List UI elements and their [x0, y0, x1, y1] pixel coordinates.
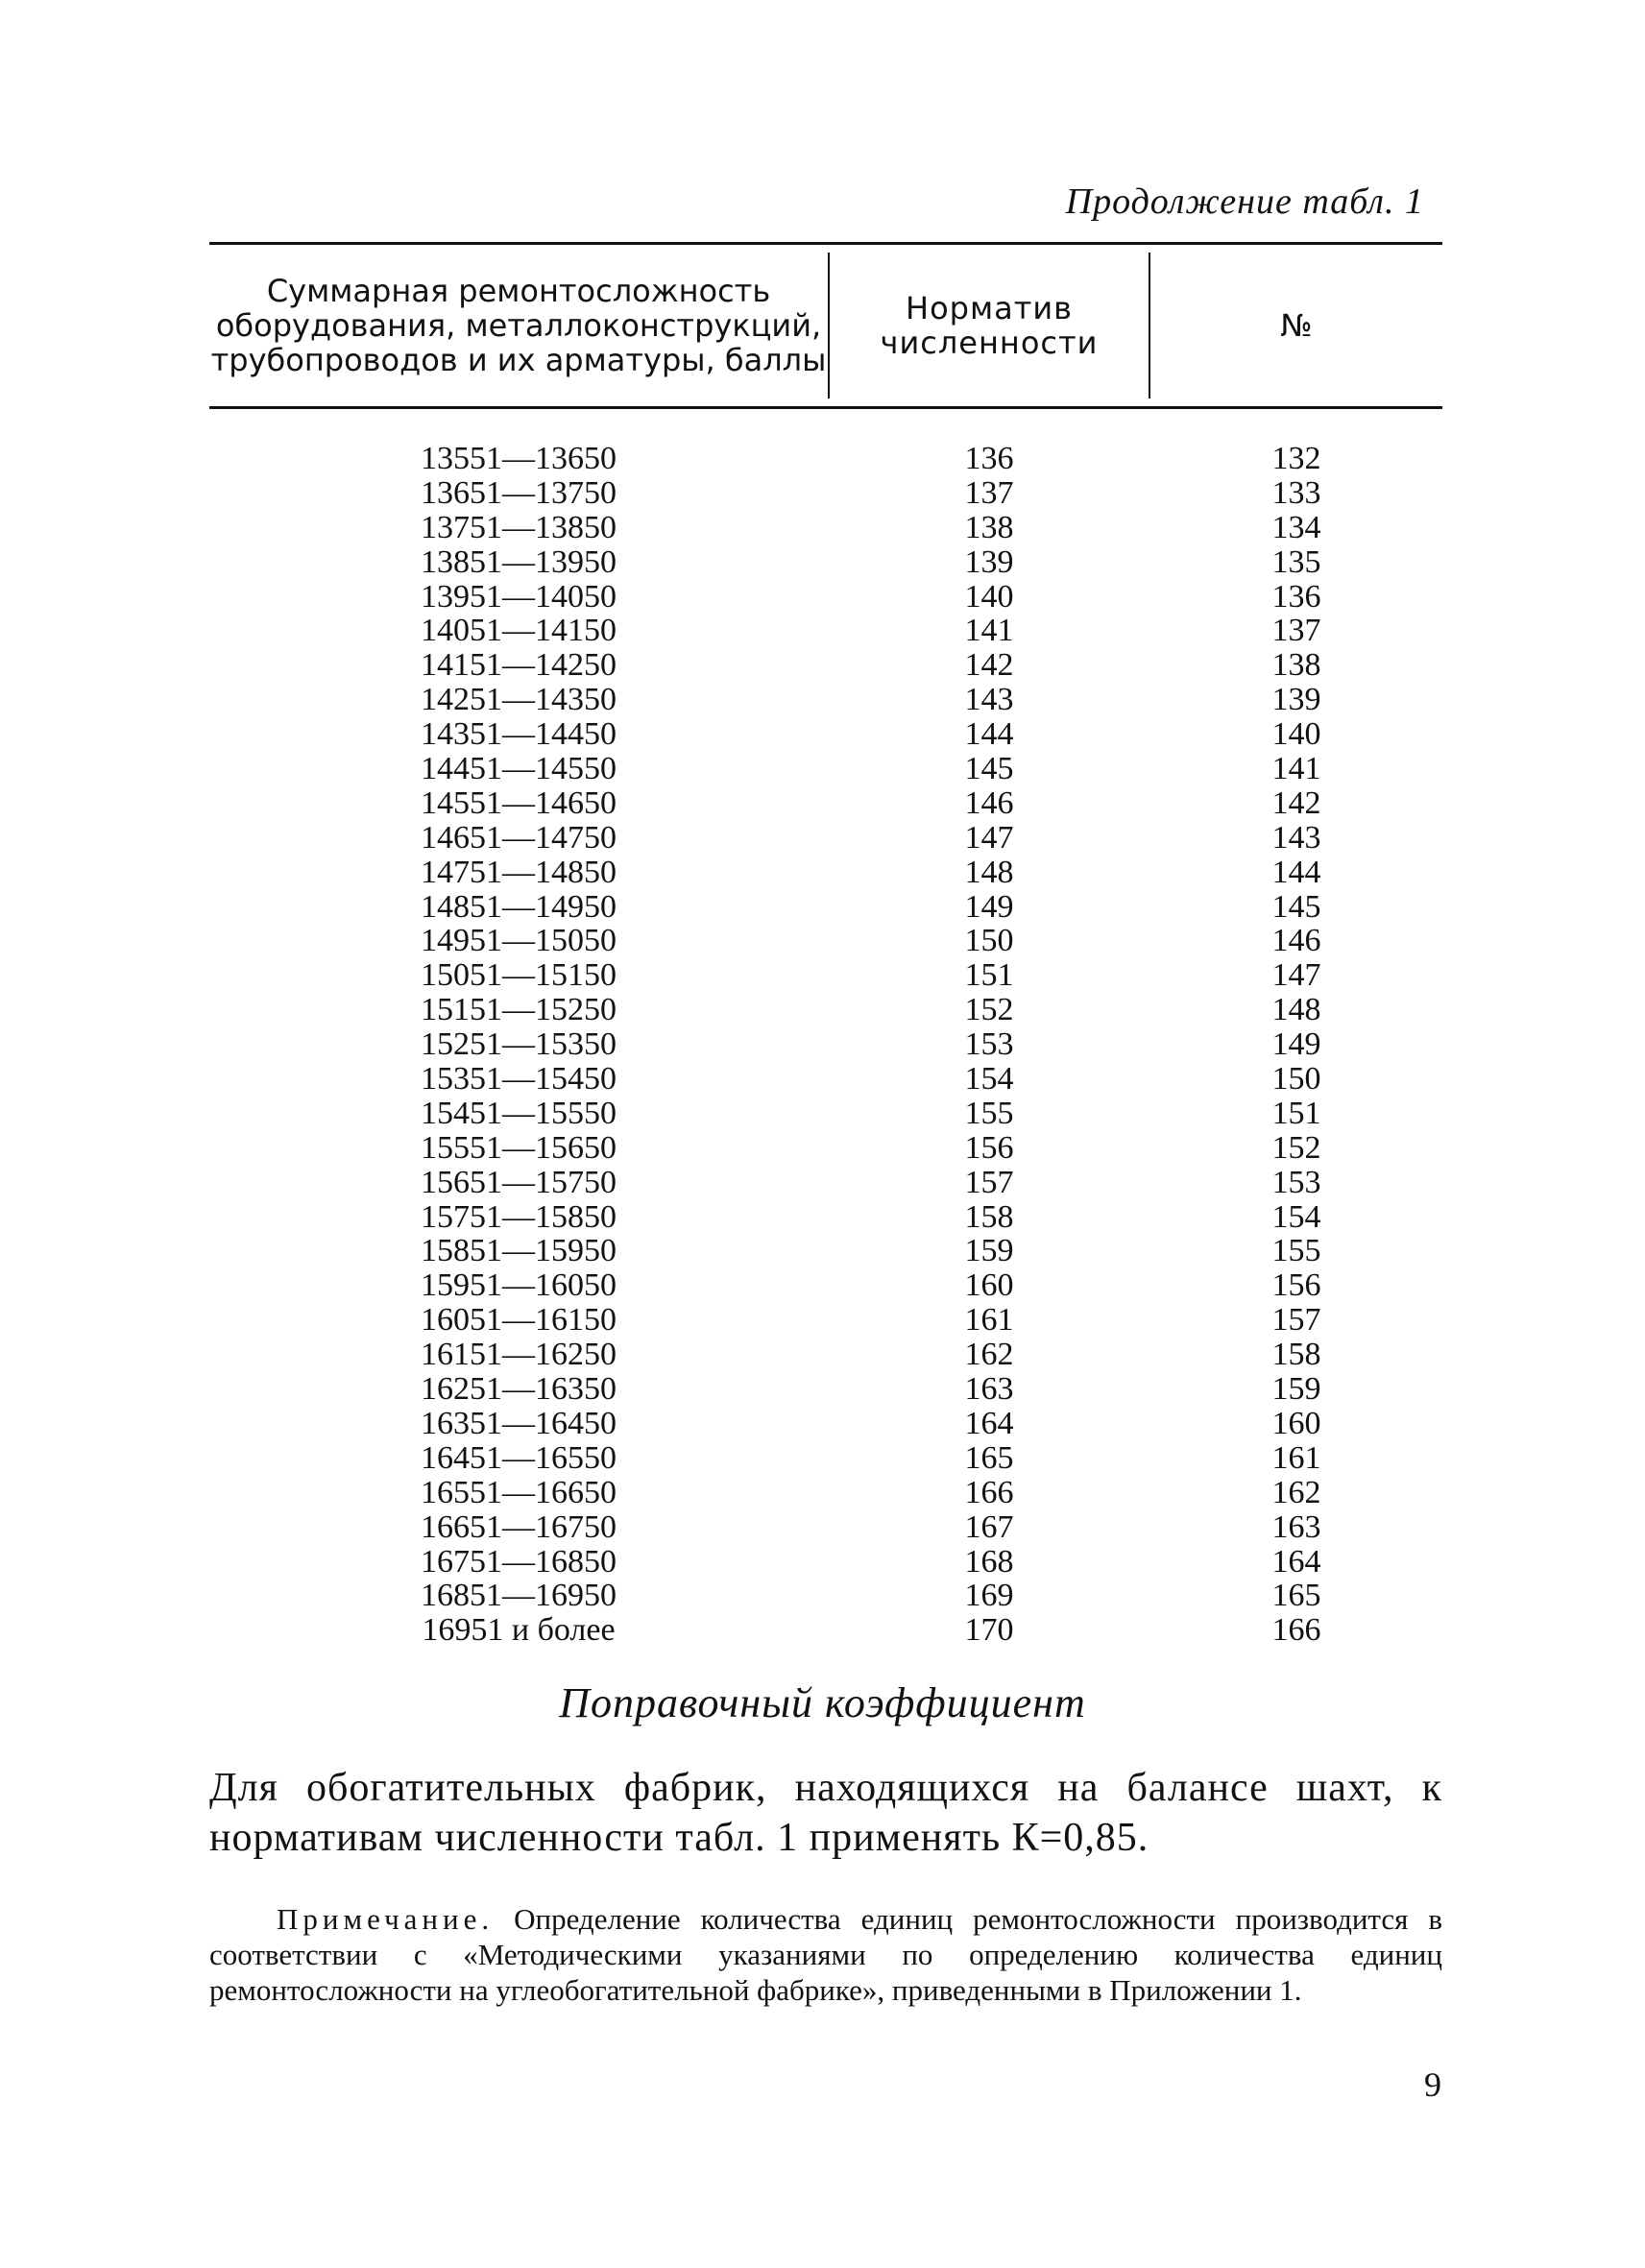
number-cell: 157 — [1271, 1302, 1321, 1339]
number-cell: 142 — [1271, 784, 1321, 821]
number-cell: 163 — [1271, 1508, 1321, 1545]
table-row — [209, 958, 1442, 993]
range-cell: 13951—14050 — [421, 578, 617, 615]
number-cell: 132 — [1271, 441, 1321, 476]
norm-cell: 143 — [964, 682, 1014, 718]
range-cell: 14551—14650 — [421, 784, 617, 821]
range-cell: 15051—15150 — [421, 957, 617, 994]
table-row — [209, 1131, 1442, 1166]
range-cell: 13651—13750 — [421, 474, 617, 511]
table-row — [209, 580, 1442, 615]
norm-cell: 161 — [964, 1302, 1014, 1339]
norm-cell: 150 — [964, 923, 1014, 959]
range-cell: 15951—16050 — [421, 1267, 617, 1304]
norm-cell: 162 — [964, 1337, 1014, 1373]
header-repair-complexity: Суммарная ремонтосложность оборудования, металлоконструкций, трубопроводов и их арматуры, баллы — [210, 273, 827, 378]
range-cell: 15251—15350 — [421, 1026, 617, 1063]
norm-cell: 137 — [964, 474, 1014, 511]
norm-cell: 149 — [964, 888, 1014, 925]
norm-cell: 164 — [964, 1405, 1014, 1441]
table-row — [209, 924, 1442, 958]
range-cell: 16051—16150 — [421, 1302, 617, 1339]
norm-cell: 170 — [964, 1612, 1014, 1649]
range-cell: 14251—14350 — [421, 682, 617, 718]
table-row — [209, 993, 1442, 1027]
table-row — [209, 1613, 1442, 1648]
number-cell: 143 — [1271, 819, 1321, 856]
table-row — [209, 1200, 1442, 1235]
range-cell: 16151—16250 — [421, 1337, 617, 1373]
note-paragraph — [209, 1901, 1442, 2008]
number-cell: 149 — [1271, 1026, 1321, 1063]
range-cell: 14851—14950 — [421, 888, 617, 925]
table-row — [209, 1372, 1442, 1407]
norm-cell: 142 — [964, 647, 1014, 684]
number-cell: 138 — [1271, 647, 1321, 684]
number-cell: 166 — [1271, 1612, 1321, 1649]
table-row — [209, 683, 1442, 717]
range-cell: 14651—14750 — [421, 819, 617, 856]
header-number: № — [1280, 307, 1313, 344]
table-row — [209, 717, 1442, 752]
section-title: Поправочный коэффициент — [559, 1679, 1086, 1726]
table-body — [209, 442, 1442, 1648]
range-cell: 16551—16650 — [421, 1474, 617, 1510]
range-cell: 15451—15550 — [421, 1095, 617, 1131]
table-row — [209, 821, 1442, 856]
range-cell: 14451—14550 — [421, 751, 617, 787]
number-cell: 134 — [1271, 509, 1321, 545]
norm-cell: 148 — [964, 854, 1014, 890]
norm-cell: 141 — [964, 613, 1014, 649]
norm-cell: 165 — [964, 1439, 1014, 1476]
number-cell: 165 — [1271, 1578, 1321, 1614]
range-cell: 13851—13950 — [421, 543, 617, 580]
table-row — [209, 1097, 1442, 1131]
table-row — [209, 1268, 1442, 1303]
staffing-table — [209, 242, 1442, 1648]
number-cell: 164 — [1271, 1543, 1321, 1580]
range-cell: 15551—15650 — [421, 1129, 617, 1166]
table-row — [209, 1510, 1442, 1545]
number-cell: 155 — [1271, 1233, 1321, 1269]
norm-cell: 155 — [964, 1095, 1014, 1131]
table-row — [209, 890, 1442, 925]
number-cell: 139 — [1271, 682, 1321, 718]
range-cell: 14051—14150 — [421, 613, 617, 649]
table-row — [209, 1407, 1442, 1441]
range-cell: 15151—15250 — [421, 992, 617, 1028]
norm-cell: 163 — [964, 1371, 1014, 1408]
norm-cell: 138 — [964, 509, 1014, 545]
norm-cell: 157 — [964, 1164, 1014, 1200]
number-cell: 159 — [1271, 1371, 1321, 1408]
range-cell: 14151—14250 — [421, 647, 617, 684]
table-row — [209, 1579, 1442, 1613]
number-cell: 135 — [1271, 543, 1321, 580]
number-cell: 152 — [1271, 1129, 1321, 1166]
range-cell: 16751—16850 — [421, 1543, 617, 1580]
range-cell: 16951 и более — [422, 1612, 616, 1649]
number-cell: 137 — [1271, 613, 1321, 649]
table-row — [209, 1303, 1442, 1338]
number-cell: 145 — [1271, 888, 1321, 925]
table-row — [209, 1234, 1442, 1268]
norm-cell: 136 — [964, 441, 1014, 476]
number-cell: 151 — [1271, 1095, 1321, 1131]
number-cell: 146 — [1271, 923, 1321, 959]
number-cell: 154 — [1271, 1198, 1321, 1235]
header-staffing-norm: Норматив численности — [880, 290, 1099, 361]
table-row — [209, 856, 1442, 890]
table-header — [209, 245, 1442, 406]
note-text: Определение количества единиц ремонтосложности производится в соответствии с «Методическими указаниями по определению количества единиц ремонтосложности на углеобогатительной фабрике», приведенными в Приложении 1. — [209, 1902, 1442, 2007]
norm-cell: 156 — [964, 1129, 1014, 1166]
number-cell: 147 — [1271, 957, 1321, 994]
norm-cell: 160 — [964, 1267, 1014, 1304]
table-row — [209, 1166, 1442, 1200]
norm-cell: 144 — [964, 716, 1014, 753]
table-row — [209, 1545, 1442, 1580]
table-row — [209, 1476, 1442, 1510]
number-cell: 160 — [1271, 1405, 1321, 1441]
number-cell: 136 — [1271, 578, 1321, 615]
number-cell: 153 — [1271, 1164, 1321, 1200]
table-row — [209, 1441, 1442, 1476]
number-cell: 148 — [1271, 992, 1321, 1028]
table-row — [209, 442, 1442, 476]
number-cell: 141 — [1271, 751, 1321, 787]
range-cell: 14951—15050 — [421, 923, 617, 959]
norm-cell: 166 — [964, 1474, 1014, 1510]
range-cell: 13551—13650 — [421, 441, 617, 476]
range-cell: 15851—15950 — [421, 1233, 617, 1269]
range-cell: 16251—16350 — [421, 1371, 617, 1408]
table-row — [209, 752, 1442, 786]
number-cell: 161 — [1271, 1439, 1321, 1476]
norm-cell: 169 — [964, 1578, 1014, 1614]
norm-cell: 168 — [964, 1543, 1014, 1580]
number-cell: 140 — [1271, 716, 1321, 753]
table-continuation-caption: Продолжение табл. 1 — [1065, 181, 1424, 222]
note-label: Примечание. — [277, 1902, 495, 1936]
table-row — [209, 511, 1442, 545]
table-row — [209, 648, 1442, 683]
range-cell: 15651—15750 — [421, 1164, 617, 1200]
range-cell: 16451—16550 — [421, 1439, 617, 1476]
norm-cell: 152 — [964, 992, 1014, 1028]
norm-cell: 158 — [964, 1198, 1014, 1235]
norm-cell: 153 — [964, 1026, 1014, 1063]
range-cell: 14351—14450 — [421, 716, 617, 753]
table-row — [209, 545, 1442, 580]
table-row — [209, 1027, 1442, 1062]
norm-cell: 159 — [964, 1233, 1014, 1269]
table-header-rule — [209, 406, 1442, 409]
number-cell: 150 — [1271, 1061, 1321, 1098]
table-row — [209, 476, 1442, 511]
table-row — [209, 786, 1442, 821]
table-row — [209, 1062, 1442, 1097]
range-cell: 13751—13850 — [421, 509, 617, 545]
correction-paragraph: Для обогатительных фабрик, находящихся на балансе шахт, к нормативам численности табл. 1 применять К=0,85. — [209, 1766, 1442, 1860]
number-cell: 162 — [1271, 1474, 1321, 1510]
number-cell: 158 — [1271, 1337, 1321, 1373]
norm-cell: 151 — [964, 957, 1014, 994]
number-cell: 144 — [1271, 854, 1321, 890]
norm-cell: 167 — [964, 1508, 1014, 1545]
norm-cell: 146 — [964, 784, 1014, 821]
number-cell: 156 — [1271, 1267, 1321, 1304]
number-cell: 133 — [1271, 474, 1321, 511]
norm-cell: 139 — [964, 543, 1014, 580]
range-cell: 16651—16750 — [421, 1508, 617, 1545]
range-cell: 15351—15450 — [421, 1061, 617, 1098]
norm-cell: 145 — [964, 751, 1014, 787]
page-number: 9 — [1424, 2065, 1441, 2104]
table-row — [209, 614, 1442, 648]
table-row — [209, 1338, 1442, 1372]
norm-cell: 147 — [964, 819, 1014, 856]
range-cell: 14751—14850 — [421, 854, 617, 890]
norm-cell: 154 — [964, 1061, 1014, 1098]
range-cell: 15751—15850 — [421, 1198, 617, 1235]
range-cell: 16351—16450 — [421, 1405, 617, 1441]
norm-cell: 140 — [964, 578, 1014, 615]
range-cell: 16851—16950 — [421, 1578, 617, 1614]
